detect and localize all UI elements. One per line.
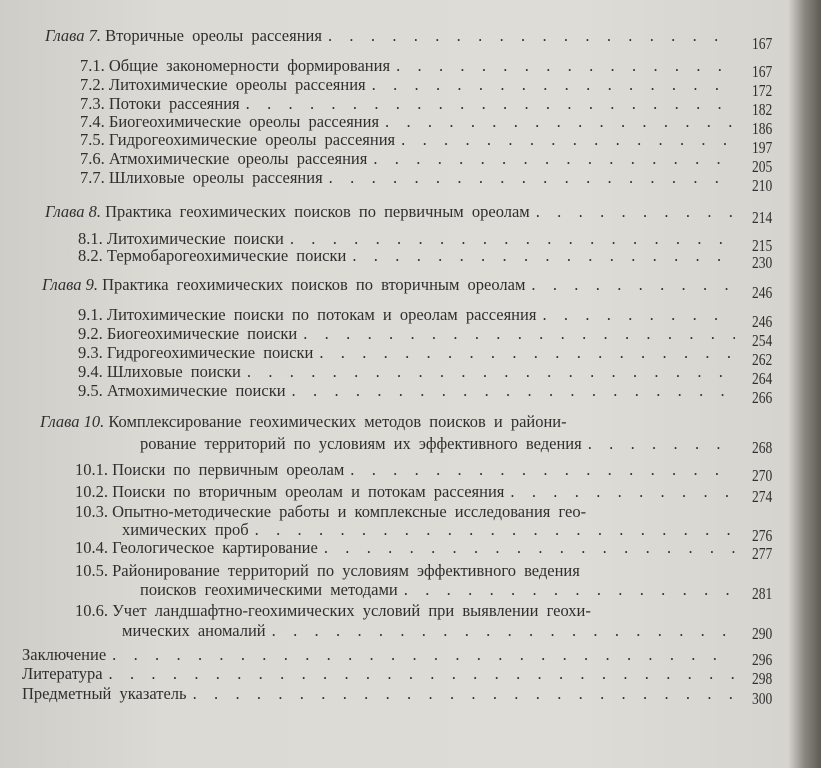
toc-chapter-10-cont <box>140 434 735 454</box>
dot-leader <box>385 112 735 132</box>
toc-section <box>80 149 735 169</box>
page-number: 230 <box>752 253 773 272</box>
entry-title: Литература <box>22 664 103 683</box>
section-number: 7.6. <box>80 149 105 168</box>
section-number: 8.2. <box>78 246 103 265</box>
toc-section <box>75 502 745 522</box>
section-number: 10.3. <box>75 502 108 521</box>
section-number: 7.7. <box>80 168 105 187</box>
toc-subject-index <box>22 684 735 704</box>
toc-section <box>80 168 735 188</box>
page-number: 264 <box>752 369 773 388</box>
chapter-title: Практика геохимических поисков по вторичным ореолам <box>102 275 526 294</box>
chapter-title: Вторичные ореолы рассеяния <box>105 26 322 45</box>
page-number: 167 <box>752 62 773 81</box>
dot-leader <box>372 75 735 95</box>
toc-chapter-10 <box>40 412 740 432</box>
toc-section <box>75 460 735 480</box>
section-number: 9.2. <box>78 324 103 343</box>
dot-leader <box>255 520 735 540</box>
toc-chapter-9 <box>42 275 735 295</box>
toc-section <box>78 324 735 344</box>
dot-leader <box>324 538 735 558</box>
chapter-title-line2: рование территорий по условиям их эффективного ведения <box>140 434 582 453</box>
toc-section-cont <box>122 621 735 641</box>
page-number: 270 <box>752 466 773 485</box>
section-title-line1: Учет ландшафтно-геохимических условий при выявлении геохи- <box>112 601 591 620</box>
toc-section <box>80 56 735 76</box>
toc-chapter-8 <box>45 202 735 222</box>
page-number: 197 <box>752 138 773 157</box>
section-title: Шлиховые ореолы рассеяния <box>108 168 323 187</box>
page-number: 182 <box>752 100 773 119</box>
toc-section <box>80 94 735 114</box>
chapter-title-line1: Комплексирование геохимических методов поисков и райони- <box>108 412 567 431</box>
dot-leader <box>246 94 735 114</box>
section-title-line2: химических проб <box>122 520 249 539</box>
dot-leader <box>396 56 735 76</box>
entry-title: Заключение <box>22 645 107 664</box>
dot-leader <box>303 324 735 344</box>
toc-section-cont <box>140 580 735 600</box>
section-number: 10.2. <box>75 482 108 501</box>
dot-leader <box>542 305 735 325</box>
section-title: Литохимические ореолы рассеяния <box>108 75 366 94</box>
section-title: Атмохимические ореолы рассеяния <box>108 149 368 168</box>
page-number: 266 <box>752 388 773 407</box>
section-title-line1: Опытно-методические работы и комплексные исследования гео- <box>112 502 587 521</box>
toc-section-cont <box>122 520 735 540</box>
section-number: 9.5. <box>78 381 103 400</box>
section-title: Гидрогеохимические ореолы рассеяния <box>108 130 396 149</box>
dot-leader <box>193 684 735 704</box>
section-title: Биогеохимические поиски <box>106 324 298 343</box>
toc-section <box>75 538 735 558</box>
page-number: 186 <box>752 119 773 138</box>
dot-leader <box>588 434 735 454</box>
page-number: 210 <box>752 176 773 195</box>
section-title: Поиски по вторичным ореолам и потокам рассеяния <box>112 482 505 501</box>
toc-section <box>75 482 735 502</box>
section-title-line2: поисков геохимическими методами <box>140 580 398 599</box>
page-number: 215 <box>752 236 773 255</box>
page-number: 167 <box>752 34 773 53</box>
entry-title: Предметный указатель <box>22 684 187 703</box>
toc-section <box>78 343 735 363</box>
toc-section <box>80 75 735 95</box>
dot-leader <box>404 580 735 600</box>
page-number: 246 <box>752 283 773 302</box>
chapter-label: Глава 10. <box>40 412 105 431</box>
chapter-title: Практика геохимических поисков по первичным ореолам <box>105 202 530 221</box>
toc-section <box>75 561 745 581</box>
section-title: Общие закономерности формирования <box>108 56 391 75</box>
section-number: 10.6. <box>75 601 108 620</box>
dot-leader <box>112 645 735 665</box>
section-number: 7.3. <box>80 94 105 113</box>
section-title: Шлиховые поиски <box>106 362 241 381</box>
page-number: 254 <box>752 331 773 350</box>
page-number: 274 <box>752 487 773 506</box>
toc-section <box>80 112 735 132</box>
section-title: Термобарогеохимические поиски <box>106 246 347 265</box>
section-title: Литохимические поиски по потокам и ореолам рассеяния <box>106 305 537 324</box>
section-title-line2: мических аномалий <box>122 621 266 640</box>
page-number: 298 <box>752 669 773 688</box>
dot-leader <box>536 202 735 222</box>
section-number: 7.2. <box>80 75 105 94</box>
section-number: 9.4. <box>78 362 103 381</box>
toc-literature <box>22 664 735 684</box>
toc-section <box>78 381 735 401</box>
page-number: 205 <box>752 157 773 176</box>
page-number: 276 <box>752 526 773 545</box>
dot-leader <box>319 343 735 363</box>
dot-leader <box>531 275 735 295</box>
section-number: 9.3. <box>78 343 103 362</box>
toc-section <box>78 246 735 266</box>
section-title: Атмохимические поиски <box>106 381 286 400</box>
page-number: 281 <box>752 584 773 603</box>
toc-section <box>80 130 735 150</box>
section-title: Геологическое картирование <box>112 538 318 557</box>
section-number: 9.1. <box>78 305 103 324</box>
dot-leader <box>401 130 735 150</box>
page-number: 277 <box>752 544 773 563</box>
section-title: Литохимические поиски <box>106 229 284 248</box>
toc-conclusion <box>22 645 735 665</box>
dot-leader <box>109 664 735 684</box>
chapter-label: Глава 7. <box>45 26 101 45</box>
section-number: 10.1. <box>75 460 108 479</box>
toc-chapter-7 <box>45 26 735 46</box>
dot-leader <box>350 460 735 480</box>
section-number: 10.4. <box>75 538 108 557</box>
page-number: 290 <box>752 624 773 643</box>
dot-leader <box>292 381 735 401</box>
chapter-label: Глава 8. <box>45 202 101 221</box>
chapter-label: Глава 9. <box>42 275 98 294</box>
page-number: 214 <box>752 208 773 227</box>
section-title: Потоки рассеяния <box>108 94 240 113</box>
dot-leader <box>352 246 735 266</box>
section-number: 7.4. <box>80 112 105 131</box>
dot-leader <box>510 482 735 502</box>
toc-section <box>75 601 745 621</box>
page-number: 172 <box>752 81 773 100</box>
section-title: Гидрогеохимические поиски <box>106 343 314 362</box>
toc-section <box>78 362 735 382</box>
page-number: 262 <box>752 350 773 369</box>
section-title: Биогеохимические ореолы рассеяния <box>108 112 380 131</box>
dot-leader <box>328 26 735 46</box>
section-number: 10.5. <box>75 561 108 580</box>
page-number: 300 <box>752 689 773 708</box>
section-title: Поиски по первичным ореолам <box>112 460 345 479</box>
dot-leader <box>329 168 735 188</box>
page-number: 296 <box>752 650 773 669</box>
section-number: 8.1. <box>78 229 103 248</box>
page-number: 246 <box>752 312 773 331</box>
section-title-line1: Районирование территорий по условиям эффективного ведения <box>112 561 580 580</box>
section-number: 7.1. <box>80 56 105 75</box>
dot-leader <box>247 362 735 382</box>
page-number: 268 <box>752 438 773 457</box>
section-number: 7.5. <box>80 130 105 149</box>
toc-section <box>78 305 735 325</box>
dot-leader <box>272 621 735 641</box>
dot-leader <box>373 149 735 169</box>
